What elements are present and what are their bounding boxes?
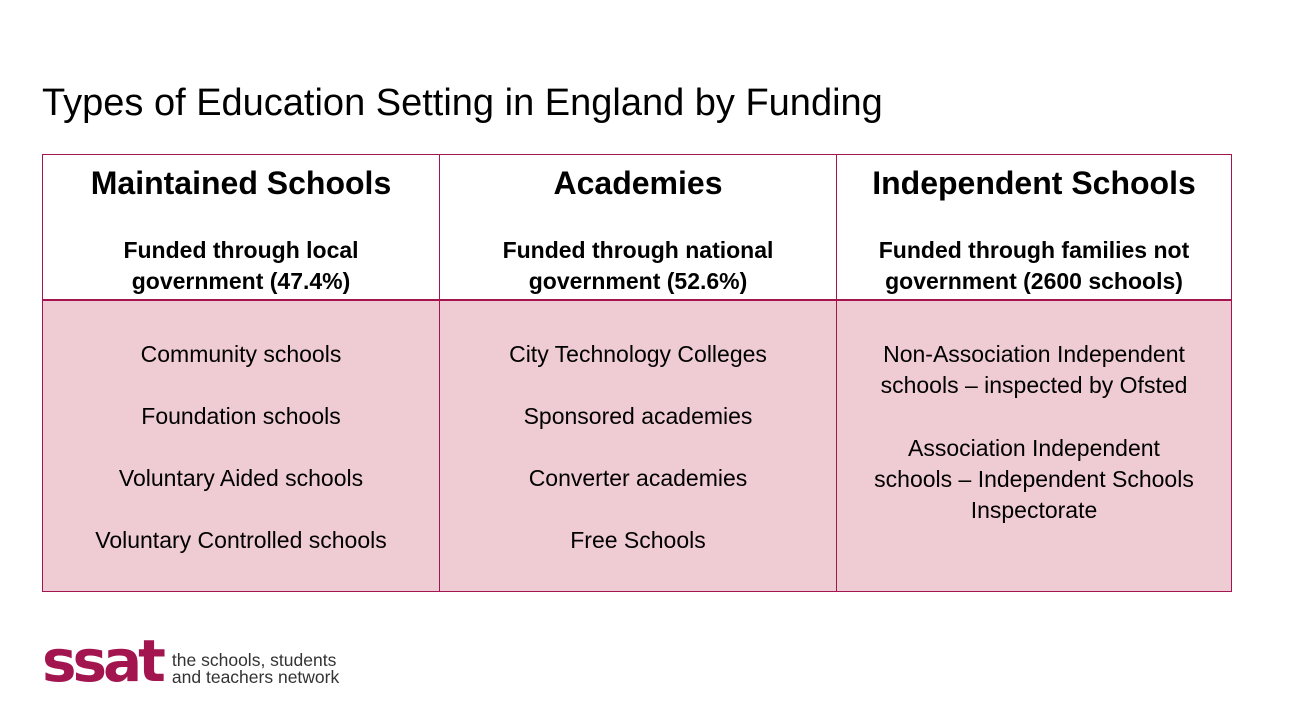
logo-mark: ssat bbox=[42, 627, 162, 695]
funding-line: Funded through national bbox=[502, 237, 774, 263]
list-item: Free Schools bbox=[570, 527, 706, 553]
logo-tagline-line: the schools, students bbox=[171, 650, 337, 670]
funding-line: government (47.4%) bbox=[131, 268, 351, 294]
column-body-academies bbox=[440, 301, 837, 591]
logo-tagline bbox=[172, 652, 339, 690]
ssat-logo bbox=[42, 627, 340, 695]
list-item-line: Association Independent bbox=[908, 435, 1160, 461]
column-heading: Maintained Schools bbox=[90, 165, 392, 201]
funding-line: Funded through local bbox=[123, 237, 359, 263]
logo-tagline-line: and teachers network bbox=[171, 667, 340, 687]
list-item: Voluntary Aided schools bbox=[118, 465, 364, 491]
column-header-independent bbox=[837, 155, 1231, 301]
list-item-line: Inspectorate bbox=[970, 497, 1098, 523]
column-header-academies bbox=[440, 155, 837, 301]
list-item bbox=[837, 339, 1231, 401]
list-item: Voluntary Controlled schools bbox=[95, 527, 387, 553]
funding-description bbox=[440, 235, 836, 297]
list-item bbox=[837, 433, 1231, 526]
funding-line: government (52.6%) bbox=[528, 268, 748, 294]
list-item-line: schools – inspected by Ofsted bbox=[880, 372, 1188, 398]
list-item: Foundation schools bbox=[141, 403, 341, 429]
column-body-maintained bbox=[43, 301, 440, 591]
funding-description bbox=[43, 235, 439, 297]
column-heading: Academies bbox=[553, 165, 723, 201]
funding-line: Funded through families not bbox=[878, 237, 1190, 263]
funding-table bbox=[42, 154, 1232, 592]
column-heading: Independent Schools bbox=[872, 165, 1196, 201]
list-item: Sponsored academies bbox=[523, 403, 753, 429]
column-body-independent bbox=[837, 301, 1231, 591]
list-item-line: schools – Independent Schools bbox=[874, 466, 1194, 492]
column-header-maintained bbox=[43, 155, 440, 301]
slide-title: Types of Education Setting in England by Funding bbox=[42, 82, 883, 124]
list-item-line: Non-Association Independent bbox=[883, 341, 1185, 367]
list-item: Community schools bbox=[140, 341, 342, 367]
list-item: Converter academies bbox=[528, 465, 748, 491]
funding-description bbox=[837, 235, 1231, 297]
list-item: City Technology Colleges bbox=[509, 341, 767, 367]
funding-line: government (2600 schools) bbox=[885, 268, 1183, 294]
